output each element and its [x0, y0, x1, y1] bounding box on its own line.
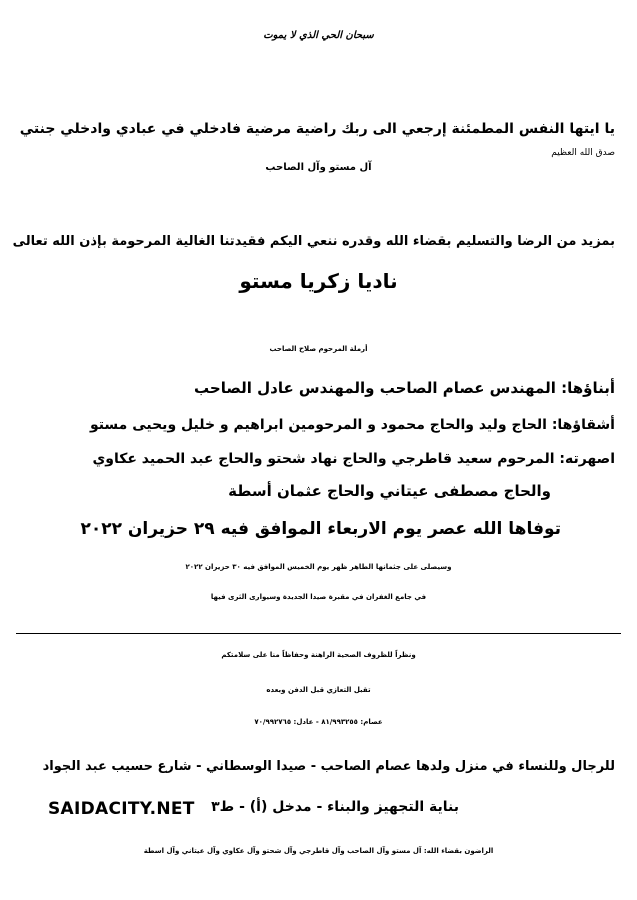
contact-phones: عصام: ٨١/٩٩٣٢٥٥ - عادل: ٧٠/٩٩٢٧٦٥: [254, 718, 383, 726]
widow-of: أرملة المرحوم صلاح الصاحب: [269, 345, 368, 353]
family-name: آل مستو وآل الصاحب: [265, 162, 372, 173]
in-laws-line-1: اصهرته: المرحوم سعيد قاطرجي والحاج نهاد شحتو والحاج عبد الحميد عكاوي: [92, 451, 615, 467]
in-laws-line-2: والحاج مصطفى عيتاني والحاج عثمان أسطة: [228, 482, 551, 500]
quran-verse: يا ايتها النفس المطمئنة إرجعي الى ربك راضية مرضية فادخلي في عبادي وادخلي جنتي: [19, 121, 615, 137]
deceased-name: ناديا زكريا مستو: [239, 269, 398, 293]
announcement-intro: بمزيد من الرضا والتسليم بقضاء الله وقدره ننعي اليكم فقيدتنا الغالية المرحومة بإذن الله تعالى: [12, 234, 615, 249]
condolence-location-2: بناية التجهيز والبناء - مدخل (أ) - ط٣: [211, 799, 459, 815]
death-date: توفاها الله عصر يوم الاربعاء الموافق فيه ٢٩ حزيران ٢٠٢٢: [80, 519, 561, 539]
health-note: ونظراً للظروف الصحية الراهنة وحفاظاً منا على سلامتكم: [221, 651, 416, 659]
calligraphy-heading: سبحان الحي الذي لا يموت: [263, 30, 374, 41]
verse-source: صدق الله العظيم: [551, 148, 615, 158]
section-divider: [16, 633, 621, 634]
burial-place: في جامع الغفران في مقبرة صيدا الجديدة وسيوارى الثرى فيها: [210, 593, 427, 601]
closing-families: الراضون بقضاء الله: آل مستو وآل الصاحب وآل قاطرجي وآل شحتو وآل عكاوي وآل عيتاني وآل اسطة: [143, 847, 494, 855]
condolences-timing: تقبل التعازي قبل الدفن وبعده: [266, 686, 371, 694]
funeral-prayer: وسيصلى على جثمانها الطاهر ظهر يوم الخميس الموافق فيه ٣٠ حزيران ٢٠٢٢: [185, 563, 452, 571]
sons-line: أبناؤها: المهندس عصام الصاحب والمهندس عادل الصاحب: [194, 379, 615, 397]
condolence-location-1: للرجال وللنساء في منزل ولدها عصام الصاحب - صيدا الوسطاني - شارع حسيب عبد الجواد: [42, 759, 615, 774]
brothers-line: أشقاؤها: الحاج وليد والحاج محمود و المرحومين ابراهيم و خليل ويحيى مستو: [89, 417, 615, 433]
site-watermark: SAIDACITY.NET: [48, 799, 195, 819]
